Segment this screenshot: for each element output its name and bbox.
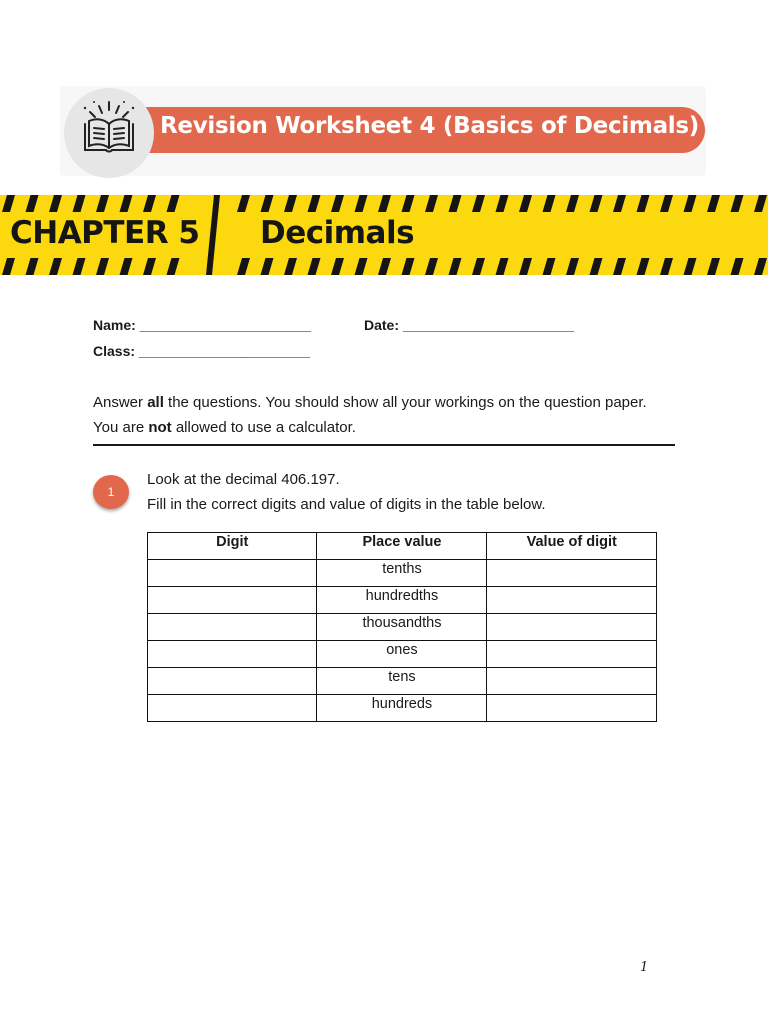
hazard-stripe xyxy=(49,258,62,275)
hazard-stripe xyxy=(167,195,180,212)
date-label: Date: xyxy=(364,317,400,333)
worksheet-title: Revision Worksheet 4 (Basics of Decimals) xyxy=(160,113,699,139)
hazard-stripe xyxy=(73,195,86,212)
emphasis-all: all xyxy=(147,394,164,411)
hazard-stripe xyxy=(519,258,532,275)
question-1-text xyxy=(147,467,546,517)
hazard-stripe xyxy=(331,258,344,275)
hazard-stripe xyxy=(143,258,156,275)
value-of-digit-cell[interactable] xyxy=(487,695,657,722)
place-value-cell: tens xyxy=(317,668,487,695)
place-value-cell: hundredths xyxy=(317,587,487,614)
place-value-cell: thousandths xyxy=(317,614,487,641)
hazard-stripe xyxy=(472,195,485,212)
hazard-stripe xyxy=(2,258,15,275)
header-place-value: Place value xyxy=(317,533,487,560)
hazard-stripe xyxy=(543,195,556,212)
hazard-stripe xyxy=(402,258,415,275)
digit-cell[interactable] xyxy=(148,641,317,668)
hazard-stripe xyxy=(660,195,673,212)
hazard-stripe xyxy=(472,258,485,275)
header-digit: Digit xyxy=(148,533,317,560)
hazard-stripe xyxy=(496,258,509,275)
class-field[interactable] xyxy=(93,343,310,359)
hazard-stripe xyxy=(731,195,744,212)
question-1-line-1: Look at the decimal 406.197. xyxy=(147,471,340,488)
hazard-stripe xyxy=(237,195,250,212)
hazard-stripe xyxy=(261,258,274,275)
hazard-stripe xyxy=(308,258,321,275)
hazard-stripe xyxy=(355,195,368,212)
hazard-stripe xyxy=(331,195,344,212)
instructions xyxy=(93,390,693,440)
table-row xyxy=(148,641,657,668)
place-value-table xyxy=(147,532,657,722)
hazard-stripe xyxy=(73,258,86,275)
hazard-stripe xyxy=(378,195,391,212)
hazard-stripe xyxy=(660,258,673,275)
hazard-stripe xyxy=(402,195,415,212)
value-of-digit-cell[interactable] xyxy=(487,668,657,695)
value-of-digit-cell[interactable] xyxy=(487,560,657,587)
date-line[interactable]: ______________________ xyxy=(402,317,575,333)
hazard-stripe xyxy=(49,195,62,212)
section-divider xyxy=(93,444,675,446)
hazard-stripe xyxy=(120,258,133,275)
hazard-stripes-bottom xyxy=(0,258,768,275)
hazard-stripe xyxy=(519,195,532,212)
hazard-stripe xyxy=(449,258,462,275)
hazard-stripe xyxy=(707,258,720,275)
header-value-of-digit: Value of digit xyxy=(487,533,657,560)
page-number: 1 xyxy=(640,960,649,975)
hazard-stripe xyxy=(543,258,556,275)
hazard-stripe xyxy=(284,195,297,212)
hazard-stripe xyxy=(2,195,15,212)
icon-badge xyxy=(64,88,154,178)
hazard-stripe xyxy=(754,258,767,275)
value-of-digit-cell[interactable] xyxy=(487,614,657,641)
hazard-stripe xyxy=(449,195,462,212)
name-line[interactable]: ______________________ xyxy=(139,317,311,333)
instruction-line-2: You are not allowed to use a calculator. xyxy=(93,419,356,436)
hazard-stripe xyxy=(754,195,767,212)
hazard-stripe xyxy=(26,258,39,275)
hazard-stripe xyxy=(425,258,438,275)
digit-cell[interactable] xyxy=(148,668,317,695)
hazard-stripe xyxy=(143,195,156,212)
chapter-divider-slash xyxy=(206,195,220,275)
chapter-title: Decimals xyxy=(260,215,415,251)
hazard-stripe xyxy=(237,258,250,275)
hazard-stripe xyxy=(684,195,697,212)
hazard-stripe xyxy=(613,258,626,275)
place-value-cell: ones xyxy=(317,641,487,668)
date-field[interactable] xyxy=(364,317,574,333)
table-row xyxy=(148,587,657,614)
hazard-stripe xyxy=(637,258,650,275)
chapter-label: CHAPTER 5 xyxy=(10,215,200,251)
hazard-stripe xyxy=(684,258,697,275)
hazard-stripe xyxy=(637,195,650,212)
chapter-banner xyxy=(0,195,768,275)
class-label: Class: xyxy=(93,343,136,359)
emphasis-not: not xyxy=(148,419,172,436)
digit-cell[interactable] xyxy=(148,587,317,614)
value-of-digit-cell[interactable] xyxy=(487,587,657,614)
hazard-stripe xyxy=(590,258,603,275)
digit-cell[interactable] xyxy=(148,560,317,587)
table-row xyxy=(148,614,657,641)
place-value-cell: hundreds xyxy=(317,695,487,722)
hazard-stripe xyxy=(96,258,109,275)
hazard-stripe xyxy=(613,195,626,212)
hazard-stripe xyxy=(378,258,391,275)
hazard-stripe xyxy=(566,195,579,212)
hazard-stripe xyxy=(355,258,368,275)
name-field[interactable] xyxy=(93,317,311,333)
table-header-row xyxy=(148,533,657,560)
hazard-stripe xyxy=(261,195,274,212)
table-row xyxy=(148,668,657,695)
value-of-digit-cell[interactable] xyxy=(487,641,657,668)
hazard-stripes-top xyxy=(0,195,768,212)
hazard-stripe xyxy=(566,258,579,275)
hazard-stripe xyxy=(496,195,509,212)
hazard-stripe xyxy=(167,258,180,275)
name-label: Name: xyxy=(93,317,136,333)
hazard-stripe xyxy=(731,258,744,275)
instruction-line-1: Answer all the questions. You should show all your workings on the question paper. xyxy=(93,394,647,411)
digit-cell[interactable] xyxy=(148,614,317,641)
hazard-stripe xyxy=(707,195,720,212)
hazard-stripe xyxy=(308,195,321,212)
question-1-line-2: Fill in the correct digits and value of digits in the table below. xyxy=(147,496,546,513)
hazard-stripe xyxy=(120,195,133,212)
digit-cell[interactable] xyxy=(148,695,317,722)
hazard-stripe xyxy=(284,258,297,275)
class-line[interactable]: ______________________ xyxy=(138,343,311,359)
table-row xyxy=(148,560,657,587)
question-number-badge: 1 xyxy=(93,475,129,509)
hazard-stripe xyxy=(26,195,39,212)
place-value-cell: tenths xyxy=(317,560,487,587)
table-row xyxy=(148,695,657,722)
open-book-icon xyxy=(79,98,139,160)
hazard-stripe xyxy=(96,195,109,212)
hazard-stripe xyxy=(590,195,603,212)
hazard-stripe xyxy=(425,195,438,212)
